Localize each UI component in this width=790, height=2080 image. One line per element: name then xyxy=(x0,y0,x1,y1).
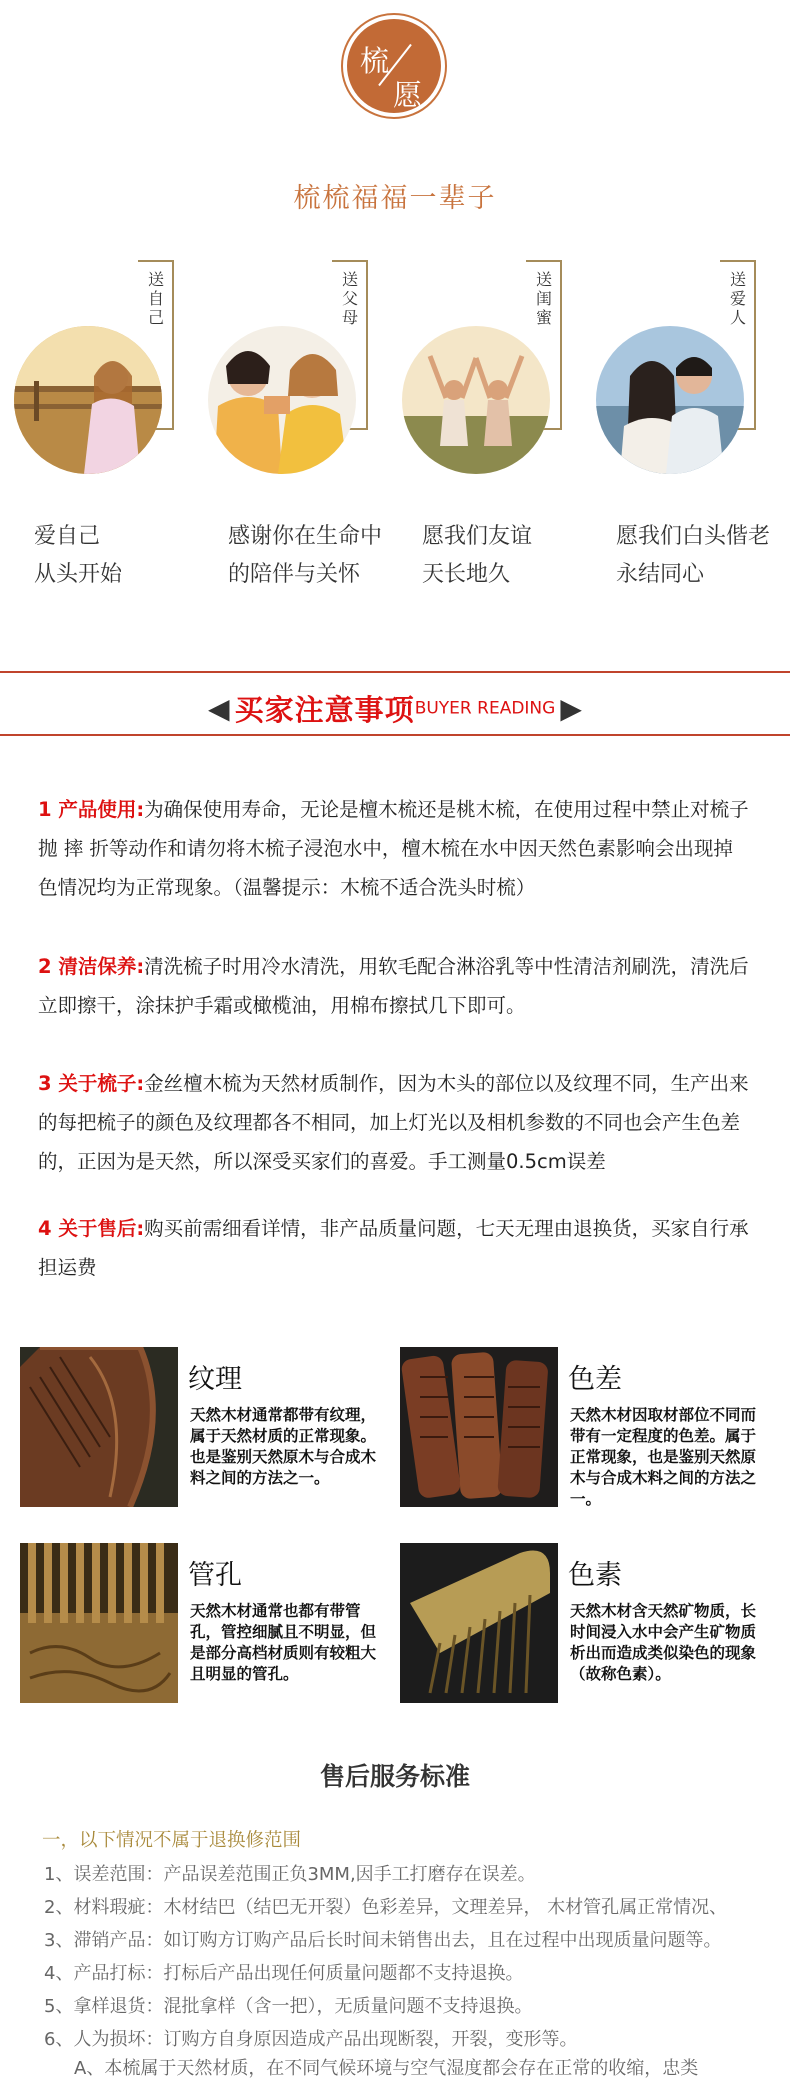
gift-desc: 愿我们友谊 天长地久 xyxy=(422,524,533,587)
notice-text: 购买前需细看详情，非产品质量问题，七天无理由退换货，买家自行承担运费 xyxy=(38,1217,749,1279)
gift-self xyxy=(14,260,204,590)
notice-text: 清洗梳子时用冷水清洗，用软毛配合淋浴乳等中性清洁剂刷洗，清洗后立即擦干，涂抹护手霜或橄榄油，用棉布擦拭几下即可。 xyxy=(38,955,749,1017)
left-arrow-icon: ◀ xyxy=(208,692,230,725)
photo-mother-daughter xyxy=(208,326,356,474)
gift-tag-label: 送爱人 xyxy=(730,270,747,327)
feature-title: 色素 xyxy=(568,1560,622,1591)
notice-label: 4 关于售后: xyxy=(38,1217,145,1240)
photo-comb-pores xyxy=(20,1543,178,1703)
photo-comb-grain xyxy=(20,1347,178,1507)
notice-cleaning xyxy=(38,947,750,1025)
notice-text: 为确保使用寿命，无论是檀木梳还是桃木梳，在使用过程中禁止对梳子抛 摔 折等动作和请勿将木梳子浸泡水中，檀木梳在水中因天然色素影响会出现掉色情况均为正常现象。（温馨提示：木梳不适合洗头时梳） xyxy=(38,798,749,899)
photo-combs-color xyxy=(400,1347,558,1507)
gift-tag-label: 送闺蜜 xyxy=(536,270,553,327)
buyer-reading-zh: 买家注意事项 xyxy=(234,693,415,727)
gift-bestie xyxy=(402,260,592,590)
gift-desc: 愿我们白头偕老 永结同心 xyxy=(616,524,771,587)
brand-logo xyxy=(341,13,447,119)
notice-label: 1 产品使用: xyxy=(38,798,145,821)
gift-tag-label: 送父母 xyxy=(342,270,359,327)
logo-char-1: 梳 xyxy=(360,44,390,78)
after-sale-subtitle: 一，以下情况不属于退换修范围 xyxy=(42,1830,302,1851)
feature-color-diff xyxy=(400,1347,780,1507)
after-sale-item: 3、滞销产品：如订购方订购产品后长时间未销售出去，且在过程中出现质量问题等。 xyxy=(44,1930,722,1951)
notice-usage xyxy=(38,790,750,907)
photo-comb-pigment xyxy=(400,1543,558,1703)
after-sale-item: 5、拿样退货：混批拿样（含一把），无质量问题不支持退换。 xyxy=(44,1996,533,2017)
notice-about-comb xyxy=(38,1064,750,1181)
photo-friends xyxy=(402,326,550,474)
logo-disc xyxy=(347,19,441,113)
feature-title: 管孔 xyxy=(188,1560,242,1591)
buyer-reading-title xyxy=(0,688,790,729)
feature-title: 色差 xyxy=(568,1364,622,1395)
gift-parents xyxy=(208,260,398,590)
photo-couple xyxy=(596,326,744,474)
feature-text: 天然木材含天然矿物质，长时间浸入水中会产生矿物质析出而造成类似染色的现象（故称色素）。 xyxy=(570,1602,757,1683)
notice-label: 3 关于梳子: xyxy=(38,1072,145,1095)
logo-char-2: 愿 xyxy=(393,78,423,112)
feature-text: 天然木材通常都带有纹理，属于天然材质的正常现象。也是鉴别天然原木与合成木料之间的方法之一。 xyxy=(190,1406,377,1487)
feature-grain xyxy=(20,1347,400,1507)
feature-pigment xyxy=(400,1543,780,1703)
photo-girl xyxy=(14,326,162,474)
notice-after-sale xyxy=(38,1209,750,1287)
after-sale-item: 6、人为损坏：订购方自身原因造成产品出现断裂，开裂，变形等。 xyxy=(44,2029,578,2050)
gift-desc: 感谢你在生命中 的陪伴与关怀 xyxy=(228,524,383,587)
gift-lover xyxy=(596,260,786,590)
divider-bottom xyxy=(0,734,790,736)
after-sale-item: A、本梳属于天然材质，在不同气候环境与空气湿度都会存在正常的收缩，忠类 xyxy=(74,2058,699,2079)
right-arrow-icon: ▶ xyxy=(560,692,582,725)
after-sale-title: 售后服务标准 xyxy=(319,1762,470,1791)
after-sale-item: 1、误差范围：产品误差范围正负3MM,因手工打磨存在误差。 xyxy=(44,1864,536,1885)
gift-desc: 爱自己 从头开始 xyxy=(34,524,123,587)
notice-label: 2 清洁保养: xyxy=(38,955,145,978)
feature-text: 天然木材通常也都有带管孔，管控细腻且不明显，但是部分高档材质则有较粗大且明显的管孔。 xyxy=(190,1602,377,1683)
slogan: 梳梳福福一辈子 xyxy=(293,183,497,214)
divider-top xyxy=(0,671,790,673)
notice-text: 金丝檀木梳为天然材质制作，因为木头的部位以及纹理不同，生产出来的每把梳子的颜色及纹理都各不相同，加上灯光以及相机参数的不同也会产生色差的，正因为是天然，所以深受买家们的喜爱。手工测量0.5cm误差 xyxy=(38,1072,749,1173)
feature-title: 纹理 xyxy=(188,1364,242,1395)
buyer-reading-en: BUYER READING xyxy=(414,698,556,719)
after-sale-item: 2、材料瑕疵：木材结巴（结巴无开裂）色彩差异，文理差异， 木材管孔属正常情况、 xyxy=(44,1897,728,1918)
feature-text: 天然木材因取材部位不同而带有一定程度的色差。属于正常现象，也是鉴别天然原木与合成木料之间的方法之一。 xyxy=(570,1406,757,1508)
gift-tag-label: 送自己 xyxy=(148,270,165,327)
after-sale-item: 4、产品打标：打标后产品出现任何质量问题都不支持退换。 xyxy=(44,1963,524,1984)
feature-pores xyxy=(20,1543,400,1703)
